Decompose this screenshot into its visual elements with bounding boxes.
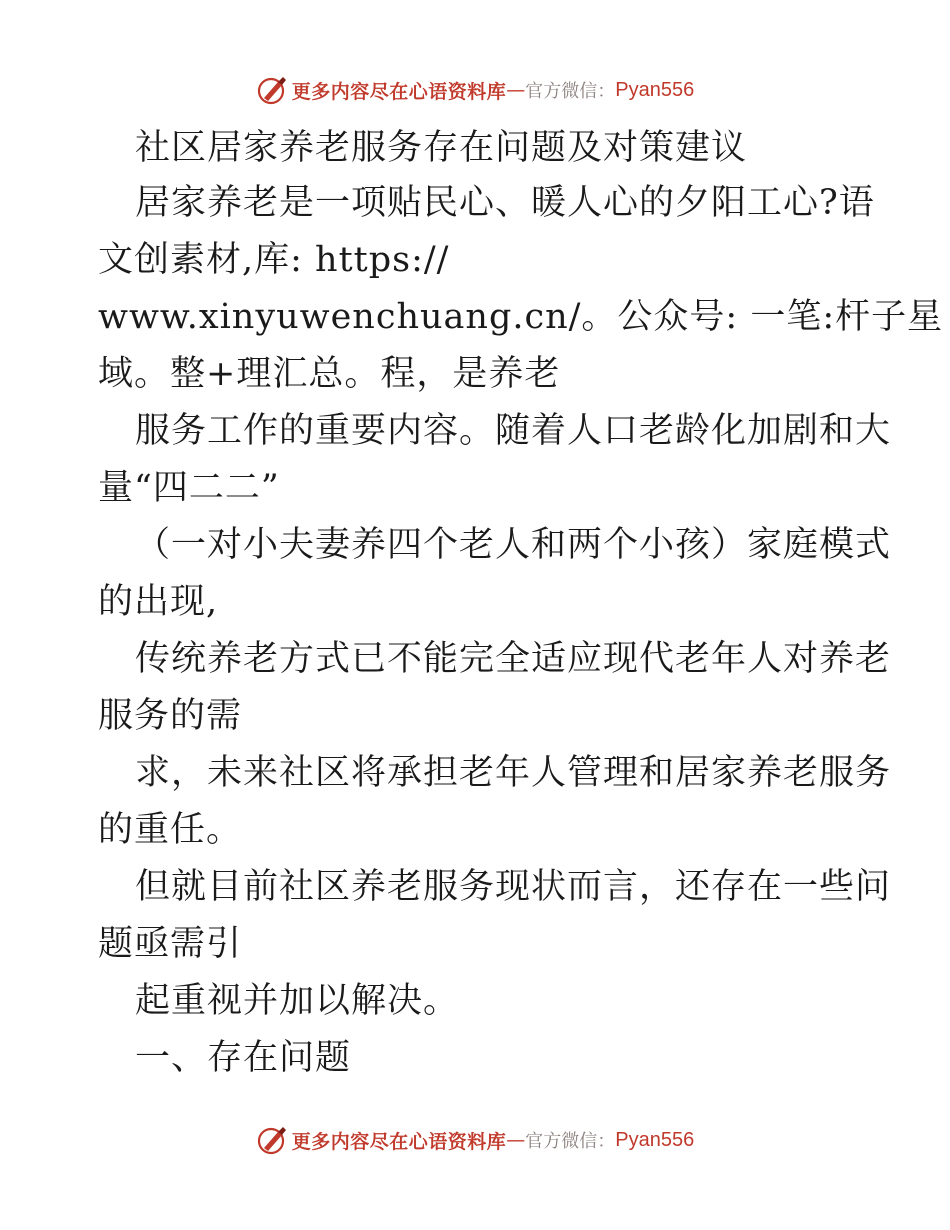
text-line: 的出现, xyxy=(98,582,219,622)
text-line: 题亟需引 xyxy=(98,924,243,964)
text-line: 居家养老是一项贴民心、暖人心的夕阳工心?语 xyxy=(135,183,875,223)
text-line: www.xinyuwenchuang.cn/。公众号: 一笔:杆子星 xyxy=(98,297,944,337)
text-line: 求，未来社区将承担老年人管理和居家养老服务 xyxy=(135,753,892,793)
document-title: 社区居家养老服务存在问题及对策建议 xyxy=(135,128,748,168)
text-line: 服务工作的重要内容。随着人口老龄化加剧和大 xyxy=(135,411,892,451)
text-line: 但就目前社区养老服务现状而言，还存在一些问 xyxy=(135,867,892,907)
text-line: 文创素材,库: https:// xyxy=(98,240,450,280)
text-line: 起重视并加以解决。 xyxy=(135,981,460,1021)
pen-logo-icon xyxy=(256,1124,288,1156)
text-line: 传统养老方式已不能完全适应现代老年人对养老 xyxy=(135,639,892,679)
banner-wechat-id: Pyan556 xyxy=(615,1128,695,1151)
text-line: 量“四二二” xyxy=(98,468,280,508)
footer-banner xyxy=(0,1122,950,1158)
banner-separator: — xyxy=(506,79,526,101)
banner-wechat-id: Pyan556 xyxy=(615,78,695,101)
banner-label: 官方微信： xyxy=(525,1131,616,1152)
banner-main-text: 更多内容尽在心语资料库 xyxy=(291,1130,507,1153)
text-line: 服务的需 xyxy=(98,696,243,736)
text-line: （一对小夫妻养四个老人和两个小孩）家庭模式 xyxy=(135,525,892,565)
banner-separator: — xyxy=(506,1129,526,1151)
section-heading: 一、存在问题 xyxy=(135,1038,352,1078)
text-line: 域。整+理汇总。程，是养老 xyxy=(98,354,561,394)
pen-logo-icon xyxy=(256,74,288,106)
banner-label: 官方微信： xyxy=(525,81,616,102)
header-banner xyxy=(0,72,950,108)
text-line: 的重任。 xyxy=(98,810,243,850)
banner-main-text: 更多内容尽在心语资料库 xyxy=(291,80,507,103)
document-body xyxy=(98,122,944,1086)
